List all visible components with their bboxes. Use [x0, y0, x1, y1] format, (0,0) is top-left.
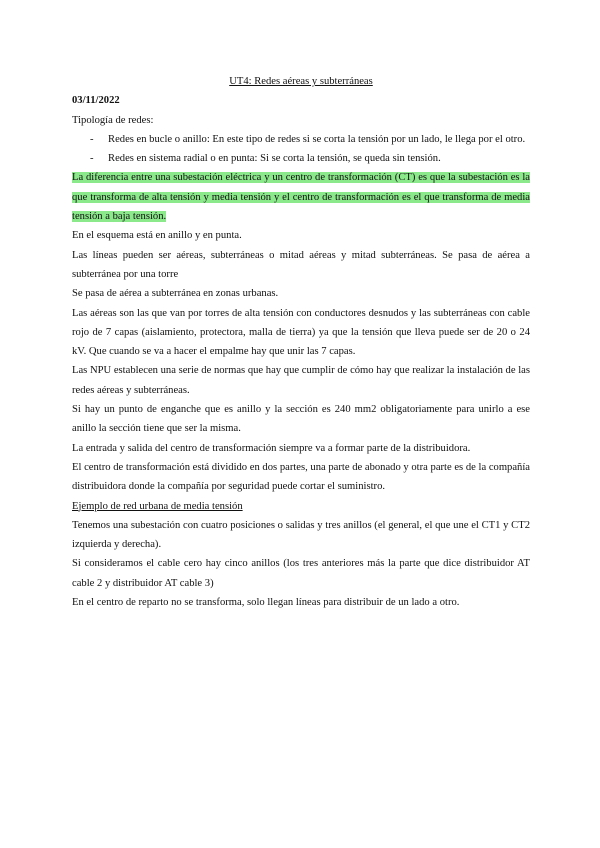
dash-bullet: -: [90, 133, 94, 145]
paragraph: Se pasa de aérea a subterránea en zonas urbanas.: [72, 288, 279, 300]
dash-bullet: -: [90, 153, 94, 165]
highlighted-paragraph: [72, 168, 530, 226]
highlight-mark: La diferencia entre una subestación eléctrica y un centro de transformación (CT) es que la subestación es la que transforma de alta tensión y media tensión y el centro de transformación es el que transforma de media tensión a baja tensión.: [72, 172, 530, 223]
list-item-text: Redes en sistema radial o en punta: Si se corta la tensión, se queda sin tensión.: [108, 153, 441, 165]
paragraph: Si consideramos el cable cero hay cinco anillos (los tres anteriores más la parte que dice distribuidor AT cable 2 y distribuidor AT cable 3): [72, 558, 530, 589]
paragraph: Las líneas pueden ser aéreas, subterráneas o mitad aéreas y mitad subterráneas. Se pasa de aérea a subterránea por una torre: [72, 249, 530, 280]
document-date: 03/11/2022: [72, 95, 120, 107]
paragraph: Tenemos una subestación con cuatro posiciones o salidas y tres anillos (el general, el que une el CT1 y CT2 izquierda y derecha).: [72, 519, 530, 551]
list-item: [90, 130, 530, 149]
typology-heading: Tipología de redes:: [72, 114, 154, 126]
paragraph: Las aéreas son las que van por torres de alta tensión con conductores desnudos y las subterráneas con cable rojo de 7 capas (aislamiento, protectora, malla de tierra) ya que la tensión que lleva puede ser de 20 o 24 kV. Que cuando se va a hacer el empalme hay que unir las 7 capas.: [72, 307, 530, 358]
document-page: [72, 72, 530, 612]
typology-list: [72, 130, 530, 169]
paragraph: En el centro de reparto no se transforma, solo llegan líneas para distribuir de un lado a otro.: [72, 597, 460, 609]
document-title: UT4: Redes aéreas y subterráneas: [229, 76, 373, 87]
list-item: [90, 149, 530, 168]
paragraph: El centro de transformación está dividido en dos partes, una parte de abonado y otra parte es de la compañía distribuidora donde la compañía por seguridad puede cortar el suministro.: [72, 461, 530, 493]
paragraph: Las NPU establecen una serie de normas que hay que cumplir de cómo hay que realizar la instalación de las redes aéreas y subterráneas.: [72, 365, 530, 396]
example-heading: Ejemplo de red urbana de media tensión: [72, 500, 243, 512]
paragraph: En el esquema está en anillo y en punta.: [72, 230, 242, 242]
paragraph: La entrada y salida del centro de transformación siempre va a formar parte de la distribuidora.: [72, 442, 471, 454]
paragraph: Si hay un punto de enganche que es anillo y la sección es 240 mm2 obligatoriamente para unirlo a ese anillo la sección tiene que ser la misma.: [72, 404, 530, 435]
list-item-text: Redes en bucle o anillo: En este tipo de redes si se corta la tensión por un lado, le llega por el otro.: [108, 133, 526, 145]
